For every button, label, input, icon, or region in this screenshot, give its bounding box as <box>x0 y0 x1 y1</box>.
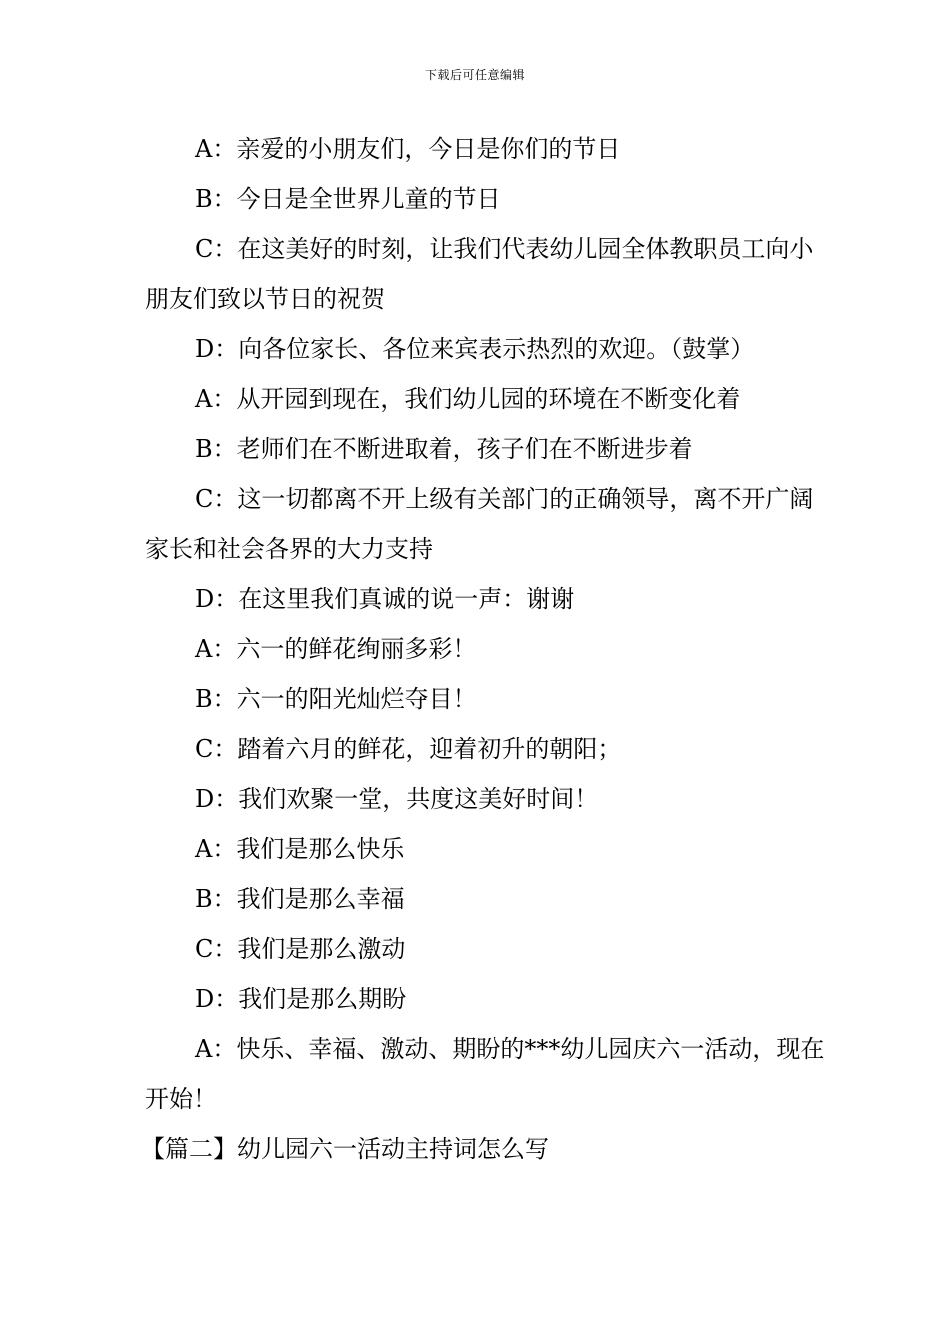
document-body <box>141 124 825 1174</box>
dialogue-line: A：我们是那么快乐 <box>195 835 405 863</box>
dialogue-line: D：在这里我们真诚的说一声：谢谢 <box>195 585 575 613</box>
dialogue-line: B：六一的阳光灿烂夺目！ <box>195 685 477 713</box>
dialogue-line: C：我们是那么激动 <box>195 935 406 963</box>
dialogue-line: D：我们欢聚一堂，共度这美好时间！ <box>195 785 599 813</box>
dialogue-line: A：亲爱的小朋友们，今日是你们的节日 <box>195 135 621 163</box>
section-heading: 【篇二】幼儿园六一活动主持词怎么写 <box>141 1135 549 1163</box>
dialogue-line: C：踏着六月的鲜花，迎着初升的朝阳； <box>195 735 622 763</box>
dialogue-line: B：老师们在不断进取着，孩子们在不断进步着 <box>195 435 693 463</box>
dialogue-line: A：六一的鲜花绚丽多彩！ <box>195 635 477 663</box>
dialogue-line: C：这一切都离不开上级有关部门的正确领导，离不开广阔家长和社会各界的大力支持 <box>145 485 814 563</box>
dialogue-line: A：从开园到现在，我们幼儿园的环境在不断变化着 <box>195 385 741 413</box>
dialogue-line: B：今日是全世界儿童的节日 <box>195 185 501 213</box>
dialogue-line: D：我们是那么期盼 <box>195 985 407 1013</box>
dialogue-line: B：我们是那么幸福 <box>195 885 405 913</box>
dialogue-line: A：快乐、幸福、激动、期盼的***幼儿园庆六一活动，现在开始！ <box>145 1035 825 1113</box>
dialogue-line: D：向各位家长、各位来宾表示热烈的欢迎。（鼓掌） <box>195 335 755 363</box>
page-header-note: 下载后可任意编辑 <box>424 68 525 82</box>
dialogue-line: C：在这美好的时刻，让我们代表幼儿园全体教职员工向小朋友们致以节日的祝贺 <box>145 235 814 313</box>
